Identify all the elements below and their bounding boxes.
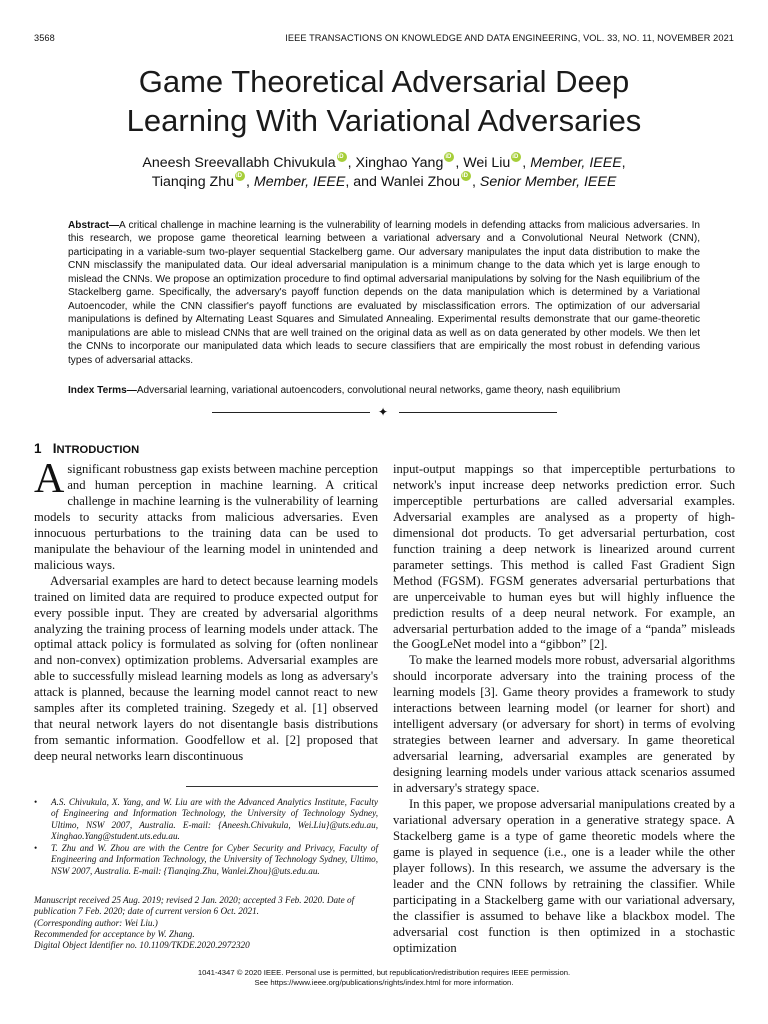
abstract xyxy=(68,219,700,367)
manuscript-info xyxy=(34,895,378,951)
rights-link[interactable]: See https://www.ieee.org/publications/rights/index.html for more information. xyxy=(254,977,514,987)
orcid-icon[interactable] xyxy=(444,152,454,162)
doi: Digital Object Identifier no. 10.1109/TKDE.2020.2972320 xyxy=(34,940,250,951)
recommended-by: Recommended for acceptance by W. Zhang. xyxy=(34,928,195,939)
right-column xyxy=(393,462,735,957)
paper-title xyxy=(60,62,708,140)
author-list xyxy=(60,154,708,192)
left-column xyxy=(34,456,378,765)
author-name: Xinghao Yang xyxy=(355,155,444,171)
received-dates: Manuscript received 25 Aug. 2019; revised 2 Jan. 2020; accepted 3 Feb. 2020. Date of publication 7 Feb. 2020; date of current version 6 Oct. 2021. xyxy=(34,895,355,917)
orcid-icon[interactable] xyxy=(337,152,347,162)
author-name: Tianqing Zhu xyxy=(151,174,234,190)
abstract-text: A critical challenge in machine learning is the vulnerability of learning models in defending attacks from malicious adversaries. In this research, we propose game theoretical learning between a variational adversary and a Convolutional Neural Network (CNN), participating in a variable-sum two-player sequential Stackelberg game. Our adversary manipulates the input data distribution to make the CNN misclassify the manipulated data. Our ideal adversarial manipulation is a minimum change to the data which yet is large enough to mislead the CNNs. We propose an optimization procedure to find optimal adversarial manipulations by solving for the Nash equilibrium of the Stackelberg game. Specifically, the adversary's payoff function depends on the data manipulation which is determined by a Variational Autoencoder, while the CNN classifier's payoff functions are evaluated by misclassification errors. The optimization of our adversarial manipulations is defined by Alternating Least Squares and Simulated Annealing. Experimental results demonstrate that our game-theoretic manipulations are able to mislead CNNs that are well trained on the original data as well as on data generated by other models. We then let the CNNs to incorporate our manipulated data which leads to secure classifiers that are empirically the most robust in defending various types of adversarial attacks. xyxy=(68,220,700,366)
section-title-rest: NTRODUCTION xyxy=(56,444,140,456)
section-title-initial: I xyxy=(52,441,57,456)
index-terms-text: Adversarial learning, variational autoencoders, convolutional neural networks, game theory, nash equilibrium xyxy=(136,385,621,396)
paragraph: Adversarial examples are hard to detect because learning models trained on limited data are required to produce expected output for every possible input. They are created by adversarial algorithms analyzing the training process of learning models under attack. The optimal attack policy is formulated as solving for (often nonlinear and non-convex) optimization problems. Adversarial examples are able to successfully mislead learning models as long as adversary's attack is planned, because the learning model cannot react to new samples after its completed training. Szegedy et al. [1] observed that neural network layers do not disentangle basis distributions from semantic information. Goodfellow et al. [2] proposed that deep neural networks learn discontinuous xyxy=(34,573,378,764)
footnote-affiliation-2: • T. Zhu and W. Zhou are with the Centre for Cyber Security and Privacy, Faculty of Engineering and Information Technology, the University of Technology Sydney, Ultimo, NSW 2007, Australia. E-mail: {Tianqing.Zhu, Wanlei.Zhou}@uts.edu.au. xyxy=(34,843,378,876)
page-number: 3568 xyxy=(34,33,55,43)
diamond-icon: ✦ xyxy=(378,405,389,419)
divider-line xyxy=(212,412,370,413)
author-name: Wanlei Zhou xyxy=(380,174,460,190)
section-heading xyxy=(34,441,139,456)
author-role: Member, IEEE xyxy=(530,155,622,171)
title-line-2: Learning With Variational Adversaries xyxy=(126,103,642,138)
footnote-affiliation-1: • A.S. Chivukula, X. Yang, and W. Liu are with the Advanced Analytics Institute, Faculty of Engineering and Information Technology, the University of Technology Sydney, Ultimo, NSW 2007, Australia. E-mail: {Aneesh.Chivukula, Wei.Liu}@uts.edu.au, Xinghao.Yang@student.uts.edu.au. xyxy=(34,797,378,841)
section-divider xyxy=(212,405,557,419)
journal-name: IEEE TRANSACTIONS ON KNOWLEDGE AND DATA ENGINEERING, VOL. 33, NO. 11, NOVEMBER 2021 xyxy=(285,33,734,43)
orcid-icon[interactable] xyxy=(511,152,521,162)
abstract-label: Abstract— xyxy=(68,220,120,231)
author-name: Aneesh Sreevallabh Chivukula xyxy=(142,155,336,171)
bullet: • xyxy=(34,843,38,853)
paragraph: input-output mappings so that imperceptible perturbations to network's input increase deep networks prediction error. Such imperceptible perturbations are called adversarial examples. Adversarial examples are analysed as a property of high-dimensional dot products. To get adversarial perturbation, cost function training a deep network is linearized around current parameter settings. This method is called Fast Gradient Sign Method (FGSM). FGSM generates adversarial perturbations that are unperceivable to human eyes but will highly influence the prediction results of a deep neural network. For example, an adversarial perturbation added to the image of a “panda” misleads the GoogLeNet model into a “gibbon” [2]. xyxy=(393,462,735,652)
divider-line xyxy=(399,412,557,413)
paragraph: To make the learned models more robust, adversarial algorithms should incorporate adversary into the training process of the learning models [3]. Game theory provides a framework to study interactions between learning model (or learner for short) and intelligent adversary (or adversary for short) in terms of evolving strategies between learner and adversary. In game theoretical adversarial learning, adversarial examples are generated by designing learning models under various attack scenarios assumed in adversary's strategy space. xyxy=(393,653,735,796)
author-line-2: Tianqing ZhuiD , Member, IEEE, and Wanlei ZhouiD , Senior Member, IEEE xyxy=(60,173,708,192)
index-terms xyxy=(68,384,700,397)
corresponding-author: (Corresponding author: Wei Liu.) xyxy=(34,917,158,928)
footnote-rule xyxy=(186,786,378,787)
copyright-footer xyxy=(100,968,668,987)
section-number: 1 xyxy=(34,441,42,456)
conjunction: and xyxy=(353,174,377,190)
paragraph: Asignificant robustness gap exists between machine perception and human perception in machine learning. A critical challenge in machine learning is the vulnerability of learning models to security attacks from malicious adversaries. Even innocuous perturbations to the training data can be used to manipulate the behaviour of the learning model in unintended and malicious ways. xyxy=(34,456,378,572)
author-name: Wei Liu xyxy=(463,155,511,171)
title-line-1: Game Theoretical Adversarial Deep xyxy=(138,64,630,99)
index-terms-label: Index Terms— xyxy=(68,385,137,396)
author-line-1: Aneesh Sreevallabh ChivukulaiD , Xinghao YangiD , Wei LiuiD , Member, IEEE, xyxy=(60,154,708,173)
author-role: Senior Member, IEEE xyxy=(479,174,617,190)
author-role: Member, IEEE xyxy=(253,174,346,190)
drop-cap: A xyxy=(34,456,65,502)
paragraph: In this paper, we propose adversarial manipulations created by a variational adversary operation in a generative strategy space. A Stackelberg game is a type of game theoretic models where the game is played in sequence (i.e., one is a leader while the other player follows). In this research, we assume the adversary is the leader and the CNN follows by retraining the classifier. While participating in a Stackelberg game with our variational adversary, the classifier is assumed to behave like a blackbox model. The adversarial cost function is then optimized in a stochastic optimization xyxy=(393,797,735,955)
orcid-icon[interactable] xyxy=(235,171,245,181)
copyright-line: 1041-4347 © 2020 IEEE. Personal use is permitted, but republication/redistribution requires IEEE permission. xyxy=(197,968,571,977)
bullet: • xyxy=(34,797,38,807)
orcid-icon[interactable] xyxy=(461,171,471,181)
